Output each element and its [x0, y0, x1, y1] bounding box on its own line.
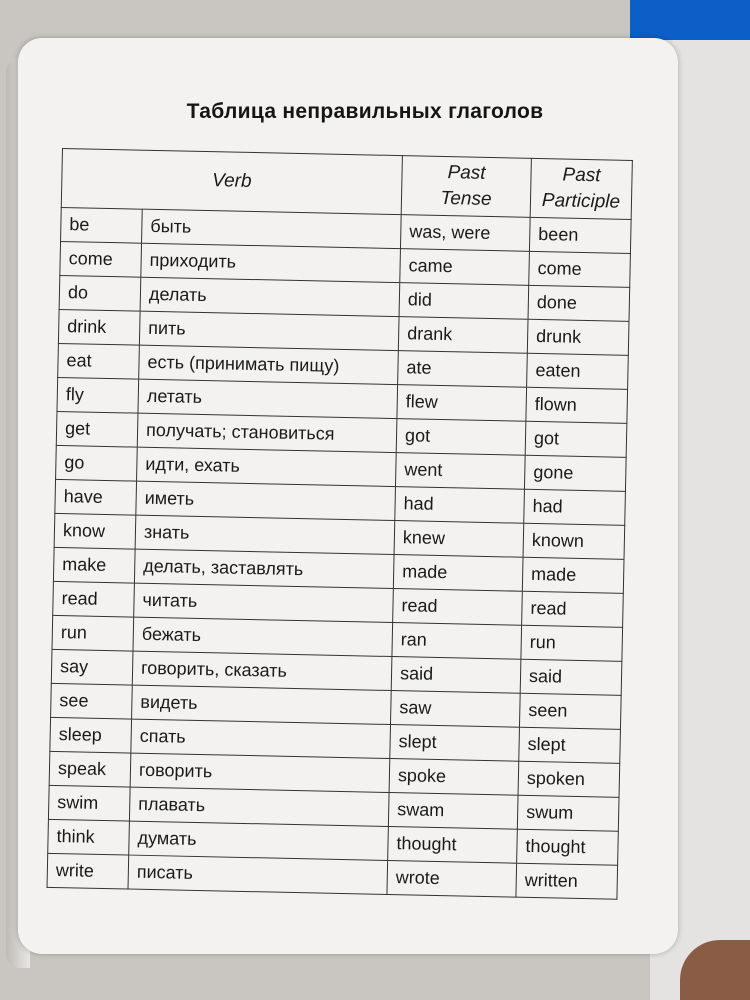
cell-verb: have — [55, 479, 137, 515]
cell-translation: бежать — [133, 617, 393, 656]
cell-verb: do — [59, 275, 141, 311]
cell-translation: плавать — [129, 787, 389, 826]
cell-past-tense: read — [393, 589, 523, 626]
cell-translation: получать; становиться — [137, 413, 397, 452]
cell-verb: know — [54, 513, 136, 549]
cell-past-participle: known — [523, 523, 625, 559]
cell-past-tense: flew — [397, 385, 527, 422]
cell-translation: приходить — [141, 243, 401, 282]
cell-verb: speak — [49, 751, 131, 787]
cell-translation: делать — [140, 277, 400, 316]
cell-verb: go — [56, 445, 138, 481]
cell-past-participle: written — [516, 863, 618, 899]
cell-verb: drink — [58, 309, 140, 345]
cell-translation: видеть — [132, 685, 392, 724]
cell-translation: спать — [131, 719, 391, 758]
cell-translation: говорить, сказать — [132, 651, 392, 690]
cell-translation: пить — [139, 311, 399, 350]
cell-past-participle: got — [525, 421, 627, 457]
cell-translation: писать — [128, 855, 388, 894]
cell-past-tense: wrote — [387, 860, 517, 897]
cell-past-participle: swum — [517, 795, 619, 831]
cell-past-participle: come — [529, 251, 631, 287]
cell-verb: fly — [57, 377, 139, 413]
cell-past-tense: made — [393, 555, 523, 592]
cell-past-participle: made — [522, 557, 624, 593]
cell-past-participle: run — [521, 625, 623, 661]
header-past-tense: Past Tense — [401, 156, 531, 218]
cell-past-tense: got — [396, 419, 526, 456]
cell-verb: eat — [58, 343, 140, 379]
cell-verb: think — [48, 819, 130, 855]
cell-past-tense: thought — [388, 826, 518, 863]
cell-past-tense: said — [391, 657, 521, 694]
cell-past-participle: eaten — [527, 353, 629, 389]
cell-verb: make — [53, 547, 135, 583]
cell-past-tense: knew — [394, 521, 524, 558]
page-title: Таблица неправильных глаголов — [186, 100, 544, 123]
cell-past-participle: flown — [526, 387, 628, 423]
cell-past-tense: saw — [390, 691, 520, 728]
cell-verb: sleep — [50, 717, 132, 753]
cell-past-participle: slept — [519, 727, 621, 763]
cell-past-participle: done — [528, 285, 630, 321]
cell-verb: come — [60, 241, 142, 277]
irregular-verbs-table — [47, 148, 633, 900]
cell-past-participle: read — [522, 591, 624, 627]
cell-translation: идти, ехать — [137, 447, 397, 486]
cell-translation: думать — [129, 821, 389, 860]
cell-past-tense: went — [395, 453, 525, 490]
cell-verb: be — [61, 207, 143, 243]
cell-verb: say — [51, 649, 133, 685]
cell-past-tense: ate — [398, 351, 528, 388]
cell-translation: иметь — [136, 481, 396, 520]
cell-verb: see — [51, 683, 133, 719]
cell-past-tense: slept — [390, 725, 520, 762]
cell-past-participle: drunk — [527, 319, 629, 355]
cell-past-tense: drank — [398, 317, 528, 354]
cell-past-participle: said — [520, 659, 622, 695]
header-verb: Verb — [61, 149, 402, 215]
cell-verb: run — [52, 615, 134, 651]
cell-past-tense: came — [400, 249, 530, 286]
cell-translation: говорить — [130, 753, 390, 792]
cell-translation: делать, заставлять — [134, 549, 394, 588]
cell-past-tense: swam — [388, 792, 518, 829]
cell-past-participle: gone — [524, 455, 626, 491]
cell-past-tense: had — [395, 487, 525, 524]
cell-translation: есть (принимать пищу) — [139, 345, 399, 384]
cell-past-participle: seen — [519, 693, 621, 729]
cell-translation: быть — [142, 209, 402, 248]
cell-past-tense: was, were — [400, 215, 530, 252]
cell-translation: знать — [135, 515, 395, 554]
cell-past-tense: did — [399, 283, 529, 320]
cell-translation: летать — [138, 379, 398, 418]
cell-verb: read — [53, 581, 135, 617]
cell-verb: write — [47, 853, 129, 889]
cell-past-participle: been — [529, 217, 631, 253]
cell-translation: читать — [134, 583, 394, 622]
cell-past-tense: ran — [392, 623, 522, 660]
cell-past-participle: thought — [517, 829, 619, 865]
cell-past-participle: spoken — [518, 761, 620, 797]
cell-past-tense: spoke — [389, 758, 519, 795]
cell-past-participle: had — [524, 489, 626, 525]
cell-verb: swim — [48, 785, 130, 821]
header-past-participle: Past Participle — [530, 158, 632, 219]
cell-verb: get — [56, 411, 138, 447]
